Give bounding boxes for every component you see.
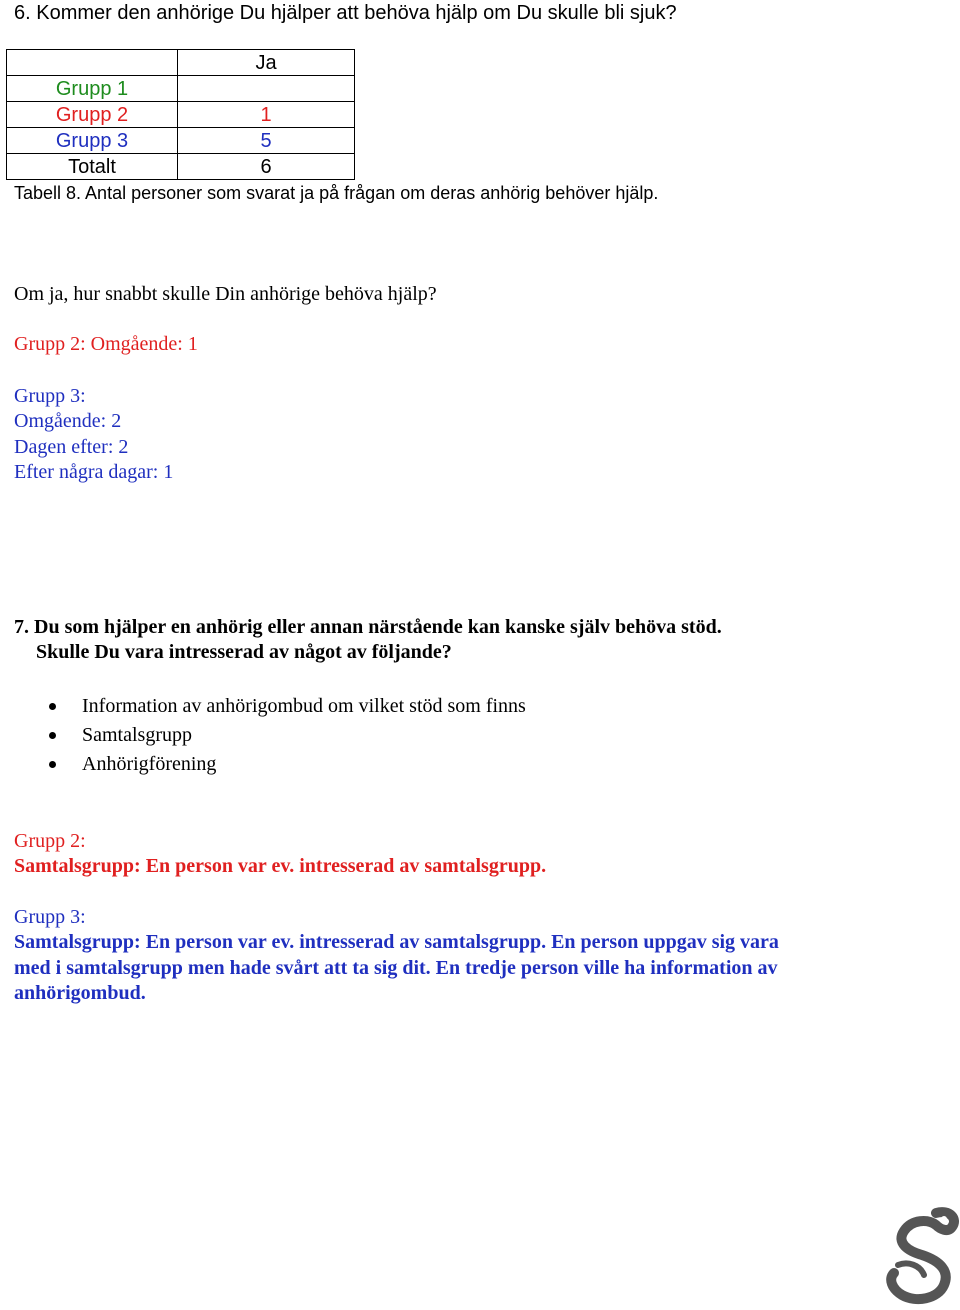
followup-question: Om ja, hur snabbt skulle Din anhörige behöva hjälp?: [14, 283, 437, 305]
question-6-heading: 6. Kommer den anhörige Du hjälper att behöva hjälp om Du skulle bli sjuk?: [14, 2, 677, 24]
followup-grupp3-label: Grupp 3:: [14, 385, 86, 407]
list-item: Anhörigförening: [82, 753, 217, 775]
table-cell-value: 5: [178, 128, 355, 154]
q7-grupp3-line: Samtalsgrupp: En person var ev. intresserad av samtalsgrupp. En person uppgav sig vara: [14, 931, 779, 953]
table-row: [7, 128, 355, 154]
table-row: [7, 76, 355, 102]
table-header-cell: Ja: [178, 50, 355, 76]
q7-grupp3-line: anhörigombud.: [14, 982, 146, 1004]
table-header-cell: [7, 50, 178, 76]
followup-grupp3-line: Dagen efter: 2: [14, 436, 129, 458]
table-cell-group: Totalt: [7, 154, 178, 180]
table-row: [7, 102, 355, 128]
table-caption: Tabell 8. Antal personer som svarat ja på frågan om deras anhörig behöver hjälp.: [14, 183, 659, 203]
list-item: Samtalsgrupp: [82, 724, 192, 746]
question-7-heading: 7. Du som hjälper en anhörig eller annan närstående kan kanske själv behöva stöd.: [14, 616, 722, 638]
followup-grupp2: Grupp 2: Omgående: 1: [14, 333, 198, 355]
table-cell-value: 1: [178, 102, 355, 128]
q7-grupp3-label: Grupp 3:: [14, 906, 86, 928]
followup-grupp3-line: Omgående: 2: [14, 410, 122, 432]
table-header-row: [7, 50, 355, 76]
table-cell-group: Grupp 2: [7, 102, 178, 128]
q7-grupp3-line: med i samtalsgrupp men hade svårt att ta sig dit. En tredje person ville ha information av: [14, 957, 778, 979]
table-cell-group: Grupp 1: [7, 76, 178, 102]
results-table: [6, 49, 355, 180]
list-item: Information av anhörigombud om vilket stöd som finns: [82, 695, 526, 717]
bullet-icon: [49, 732, 56, 739]
question-7-subheading: Skulle Du vara intresserad av något av följande?: [36, 641, 452, 663]
q7-grupp2-label: Grupp 2:: [14, 830, 86, 852]
bullet-icon: [49, 761, 56, 768]
table-cell-value: 6: [178, 154, 355, 180]
table-row: [7, 154, 355, 180]
table-cell-value: [178, 76, 355, 102]
stylized-s-logo-icon: [878, 1205, 960, 1305]
table-cell-group: Grupp 3: [7, 128, 178, 154]
q7-grupp2-text: Samtalsgrupp: En person var ev. intresserad av samtalsgrupp.: [14, 855, 547, 877]
followup-grupp3-line: Efter några dagar: 1: [14, 461, 174, 483]
bullet-icon: [49, 703, 56, 710]
